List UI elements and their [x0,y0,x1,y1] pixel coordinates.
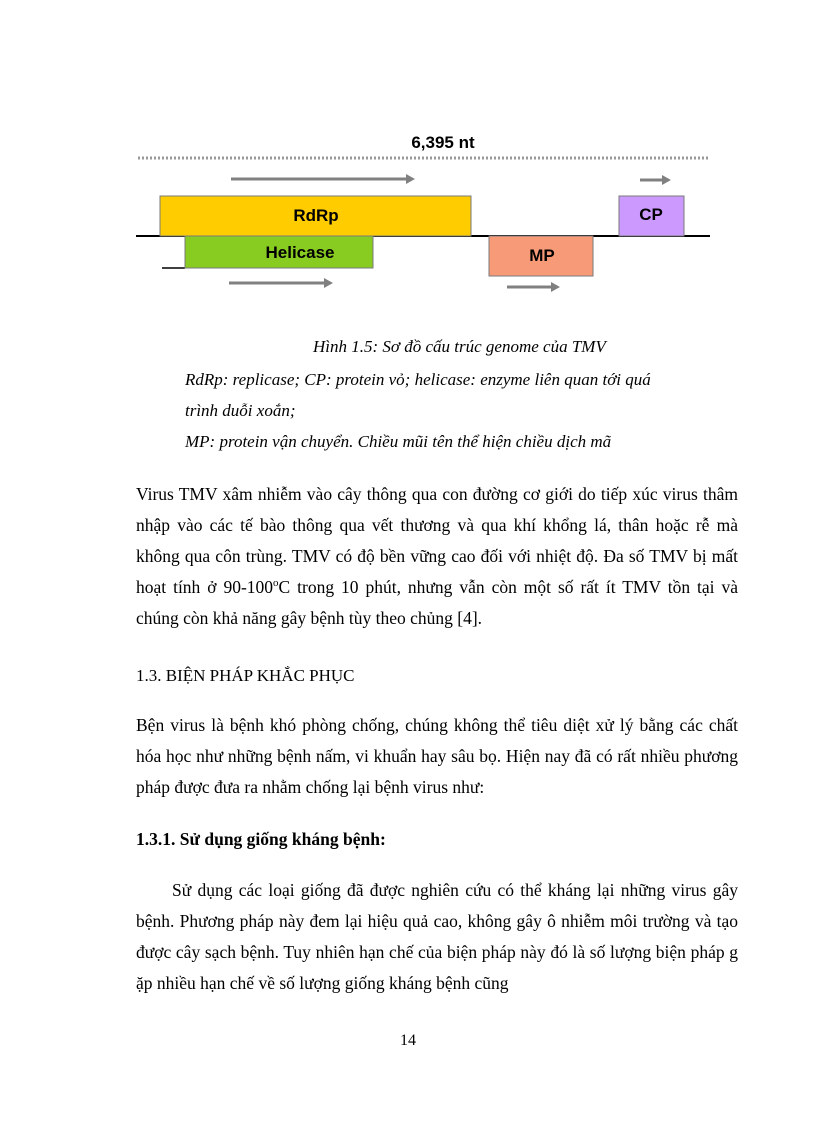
page-number: 14 [400,1032,416,1049]
figure-caption-line3: MP: protein vận chuyển. Chiều mũi tên thể hiện chiều dịch mã [185,432,612,451]
gene-label-cp: CP [639,205,663,224]
section-heading: 1.3. BIỆN PHÁP KHẮC PHỤC [136,666,355,685]
body-paragraph-control: Bện virus là bệnh khó phòng chống, chúng không thể tiêu diệt xử lý bằng các chất hóa học như những bệnh nấm, vi khuẩn hay sâu bọ. Hiện nay đã có rất nhiều phương pháp được đưa ra nhằm chống lại bệnh virus như: [136,715,738,797]
figure-caption-line2: trình duỗi xoắn; [185,401,296,420]
body-paragraph-tmv-infection: Virus TMV xâm nhiễm vào cây thông qua con đường cơ giới do tiếp xúc virus thâm nhập vào các tế bào thông qua vết thương và qua khí khổng lá, thân hoặc rễ mà không qua côn trùng. TMV có độ bền vững cao đối với nhiệt độ. Đa số TMV bị mất hoạt tính ở 90-100$^o$C trong 10 phút, nhưng vẫn còn một số rất ít TMV tồn tại và chúng còn khả năng gây bệnh tùy theo chủng [4]. [136,484,738,628]
subsection-heading: 1.3.1. Sử dụng giống kháng bệnh: [136,829,386,849]
gene-label-helicase: Helicase [265,243,335,262]
arrow-mp [507,282,560,292]
genome-length-label: 6,395 nt [411,133,475,152]
gene-label-mp: MP [529,246,555,265]
genome-diagram [0,0,816,320]
arrow-helicase [229,278,333,288]
figure-caption-line1: RdRp: replicase; CP: protein vỏ; helicase: enzyme liên quan tới quá [185,370,651,389]
figure-caption-title: Hình 1.5: Sơ đồ cấu trúc genome của TMV [313,337,606,356]
arrow-cp [640,175,671,185]
gene-label-rdrp: RdRp [293,206,339,225]
body-paragraph-resistant-varieties: Sử dụng các loại giống đã được nghiên cứu có thể kháng lại những virus gây bệnh. Phương pháp này đem lại hiệu quả cao, không gây ô nhiễm môi trường và tạo được cây sạch bệnh. Tuy nhiên hạn chế của biện pháp này đó là số lượng biện pháp g ặp nhiều hạn chế về số lượng giống kháng bệnh cũng [136,880,738,993]
arrow-rdrp [231,174,415,184]
